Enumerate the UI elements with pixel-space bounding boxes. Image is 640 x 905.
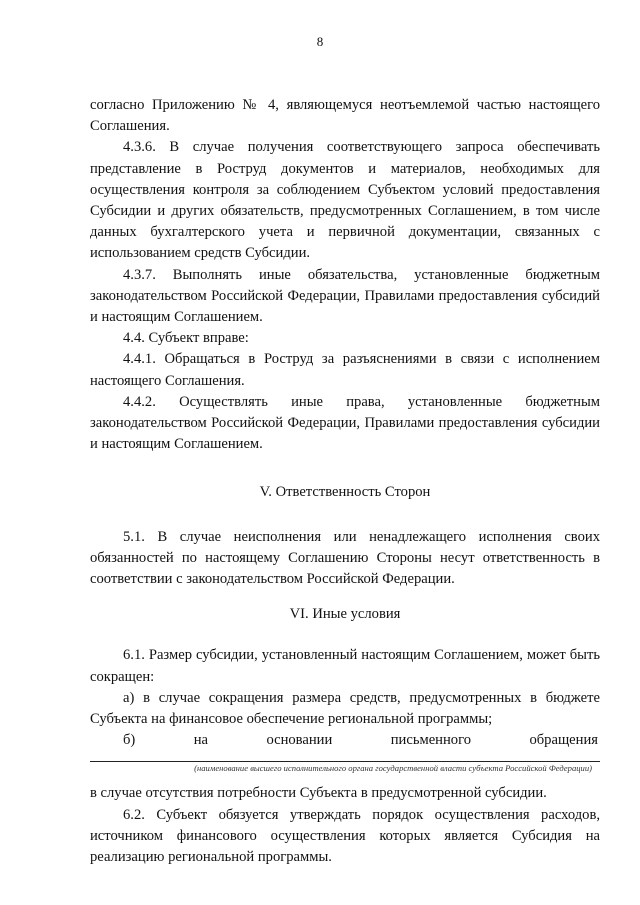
paragraph-6-1: 6.1. Размер субсидии, установленный настоящим Соглашением, может быть сокращен:	[90, 647, 600, 685]
b-word: обращения	[529, 732, 598, 749]
paragraph-6-1-b	[90, 730, 600, 751]
document-body	[90, 95, 600, 868]
paragraph-continuation: согласно Приложению № 4, являющемуся неотъемлемой частью настоящего Соглашения.	[90, 97, 600, 135]
paragraph-6-2: 6.2. Субъект обязуется утверждать порядок осуществления расходов, источником финансового осуществления которых является Субсидия на реализацию региональной программы.	[90, 806, 600, 866]
paragraph-6-1-a: а) в случае сокращения размера средств, предусмотренных в бюджете Субъекта на финансовое обеспечение региональной программы;	[90, 689, 600, 728]
paragraph-4-4-1: 4.4.1. Обращаться в Роструд за разъяснениями в связи с исполнением настоящего Соглашения.	[90, 351, 600, 389]
fill-in-caption: (наименование высшего исполнительного органа государственной власти субъекта Российской Федерации)	[194, 763, 592, 774]
paragraph-5-1: 5.1. В случае неисполнения или ненадлежащего исполнения своих обязанностей по настоящему Соглашению Стороны несут ответственность в соответствии с законодательством Российской Федерации.	[90, 528, 600, 588]
paragraph-4-3-6: 4.3.6. В случае получения соответствующего запроса обеспечивать представление в Роструд документов и материалов, необходимых для осуществления контроля за соблюдением Субъектом условий предоставления Субсидии и других обязательств, предусмотренных Соглашением, в том числе данных бухгалтерского учета и первичной документации, связанных с использованием средств Субсидии.	[90, 139, 600, 262]
b-word: на	[193, 732, 209, 749]
section-5-title: V. Ответственность Сторон	[259, 484, 431, 501]
section-6-title: VI. Иные условия	[289, 606, 401, 623]
paragraph-6-1-b-end: в случае отсутствия потребности Субъекта в предусмотренной субсидии.	[90, 785, 547, 802]
b-word: б)	[123, 732, 136, 749]
paragraph-4-4: 4.4. Субъект вправе:	[123, 330, 249, 347]
paragraph-4-3-7: 4.3.7. Выполнять иные обязательства, установленные бюджетным законодательством Российской Федерации, Правилами предоставления субсидий и настоящим Соглашением.	[90, 266, 600, 326]
b-word: письменного	[390, 732, 472, 749]
page-number: 8	[316, 34, 324, 49]
b-word: основании	[266, 732, 333, 749]
paragraph-4-4-2: 4.4.2. Осуществлять иные права, установленные бюджетным законодательством Российской Федерации, Правилами предоставления субсидии и настоящим Соглашением.	[90, 393, 600, 453]
